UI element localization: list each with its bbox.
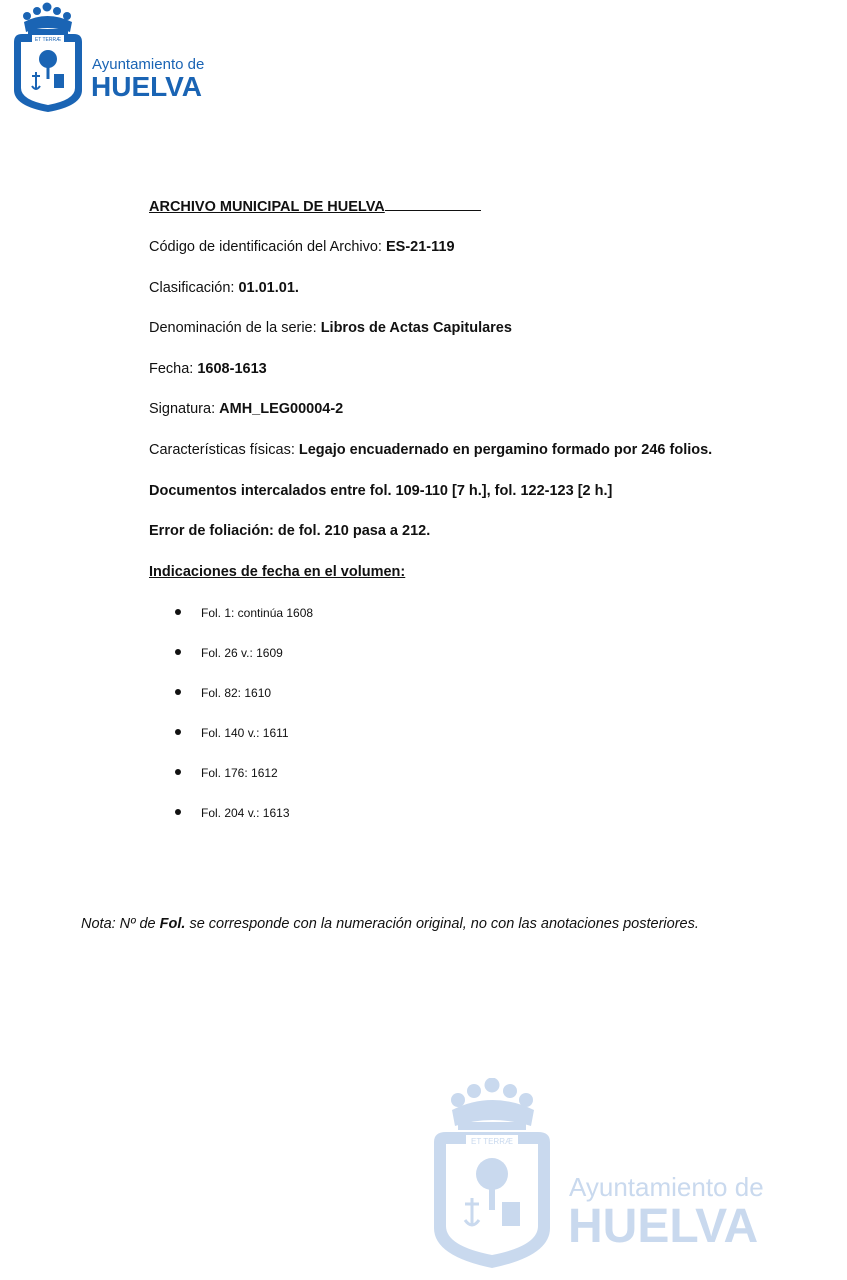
field-denominacion [149, 320, 512, 336]
bullet-icon [175, 729, 181, 735]
field-label: Código de identificación del Archivo: [149, 239, 386, 255]
bullet-icon [175, 769, 181, 775]
list-item-text: Fol. 176: 1612 [201, 766, 278, 780]
field-label: Denominación de la serie: [149, 320, 321, 336]
field-label: Características físicas: [149, 442, 299, 458]
field-label: Clasificación: [149, 280, 239, 296]
watermark-small-text: Ayuntamiento de [569, 1172, 764, 1202]
field-codigo [149, 239, 455, 255]
shield-banner-text: ET TERRÆ [34, 37, 62, 43]
watermark-big-text: HUELVA [568, 1200, 759, 1253]
documentos-intercalados [149, 483, 612, 499]
field-label: Signatura: [149, 401, 220, 417]
shield-banner-text: ET TERRÆ [471, 1137, 513, 1146]
documentos-intercalados-text: Documentos intercalados entre fol. 109-110 [7 h.], fol. 122-123 [2 h.] [149, 483, 613, 499]
bullet-icon [175, 649, 181, 655]
field-label: Fecha: [149, 361, 198, 377]
field-caracteristicas [149, 442, 712, 458]
list-item [175, 766, 278, 780]
list-item [175, 686, 271, 700]
bullet-icon [175, 689, 181, 695]
shield-icon [14, 3, 82, 113]
field-value: Libros de Actas Capitulares [320, 320, 512, 336]
list-item-text: Fol. 82: 1610 [201, 686, 272, 700]
list-item [175, 726, 289, 740]
logo-small-text: Ayuntamiento de [92, 56, 205, 73]
error-foliacion [149, 523, 430, 539]
archive-title-text: ARCHIVO MUNICIPAL DE HUELVA [149, 199, 385, 215]
list-item-text: Fol. 26 v.: 1609 [201, 646, 283, 660]
field-fecha [149, 361, 267, 377]
field-value: Legajo encuadernado en pergamino formado por 246 folios. [298, 442, 713, 458]
shield-watermark-icon [434, 1078, 550, 1268]
footnote-prefix: Nota: Nº de [81, 916, 160, 932]
list-item-text: Fol. 140 v.: 1611 [201, 726, 289, 740]
huelva-watermark-logo [428, 1078, 773, 1273]
field-signatura [149, 401, 343, 417]
list-item-text: Fol. 1: continúa 1608 [201, 606, 314, 620]
archive-title [149, 198, 481, 215]
list-item [175, 806, 290, 820]
footnote-bold: Fol. [159, 916, 186, 932]
error-foliacion-text: Error de foliación: de fol. 210 pasa a 212. [149, 523, 431, 539]
list-item-text: Fol. 204 v.: 1613 [201, 806, 290, 820]
field-clasificacion [149, 280, 299, 296]
bullet-icon [175, 809, 181, 815]
field-value: 1608-1613 [197, 361, 267, 377]
field-value: 01.01.01. [238, 280, 299, 296]
indicaciones-heading-text: Indicaciones de fecha en el volumen: [149, 564, 406, 580]
list-item [175, 606, 313, 620]
field-value: ES-21-119 [385, 239, 455, 255]
indicaciones-heading [149, 564, 405, 580]
bullet-icon [175, 609, 181, 615]
huelva-logo [10, 2, 215, 114]
field-value: AMH_LEG00004-2 [219, 401, 344, 417]
title-rule [385, 198, 481, 211]
footnote [81, 916, 699, 932]
footnote-suffix: se corresponde con la numeración original, no con las anotaciones posteriores. [185, 916, 699, 932]
list-item [175, 646, 283, 660]
logo-big-text: HUELVA [91, 71, 202, 102]
